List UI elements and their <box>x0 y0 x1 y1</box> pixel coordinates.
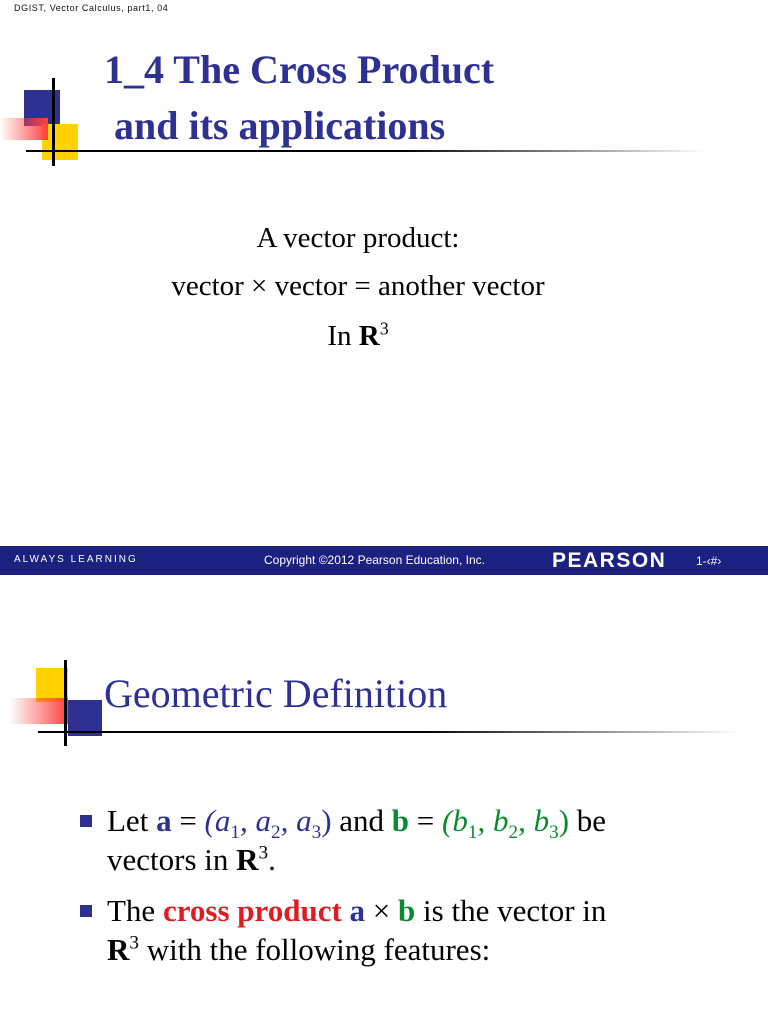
intro-line1: A vector product: <box>256 222 460 254</box>
r-symbol: R <box>236 842 259 877</box>
footer-tagline: ALWAYS LEARNING <box>14 554 138 565</box>
text-be: be <box>569 803 607 838</box>
slide2-title: Geometric Definition <box>104 671 448 716</box>
pearson-logo: PEARSON <box>552 549 667 572</box>
slide1-title-line1: 1_4 The Cross Product <box>104 47 495 92</box>
text-the: The <box>107 893 163 928</box>
times-symbol: × <box>365 893 399 928</box>
title-rule-2 <box>38 731 738 733</box>
footer-copyright: Copyright ©2012 Pearson Education, Inc. <box>264 553 485 567</box>
slide1-title-line2: and its applications <box>104 103 446 148</box>
footer-bar <box>0 546 768 575</box>
text-let: Let <box>107 803 157 838</box>
r-exponent: 3 <box>129 932 139 954</box>
vector-b-components: ($b_1$, $b_2$, $b_3$) <box>442 803 570 844</box>
bullet-marker-1 <box>80 815 92 827</box>
vector-b-symbol: b <box>391 803 410 838</box>
text-eq: = <box>409 803 443 838</box>
intro-line3 <box>0 320 716 353</box>
title-decoration-2 <box>0 660 110 750</box>
text-rest2: with the following features: <box>139 932 491 967</box>
bullet-text-2 <box>107 891 727 969</box>
r-symbol: R <box>358 320 380 352</box>
r-symbol: R <box>107 932 130 967</box>
text-and: and <box>331 803 392 838</box>
vector-a-components: ($a_1$, $a_2$, $a_3$) <box>204 803 332 844</box>
text-vectors-in: vectors in <box>107 842 237 877</box>
intro-line2: vector × vector = another vector <box>171 270 545 302</box>
vector-a-symbol: a <box>349 893 366 928</box>
header-note: DGIST, Vector Calculus, part1, 04 <box>14 3 169 13</box>
vector-b-symbol: b <box>398 893 416 928</box>
r-exponent: 3 <box>379 318 389 339</box>
intro-line3-prefix: In <box>327 320 359 352</box>
cross-product-term: cross product <box>162 893 342 928</box>
text-eq: = <box>171 803 205 838</box>
bullet-marker-2 <box>80 905 92 917</box>
r-exponent: 3 <box>258 842 269 864</box>
title-decoration-1 <box>0 78 100 168</box>
text-rest: is the vector in <box>415 893 607 928</box>
footer-page-number: 1-‹#› <box>696 554 722 568</box>
bullet-text-1: Let $a = (a_1$, $a_2$, $a_3$) and $b = (b_1$, $b_2$, $b_3$) be vectors in $R^3$. <box>107 803 607 877</box>
vector-a-symbol: a <box>156 803 172 838</box>
slide1-title <box>104 42 704 154</box>
